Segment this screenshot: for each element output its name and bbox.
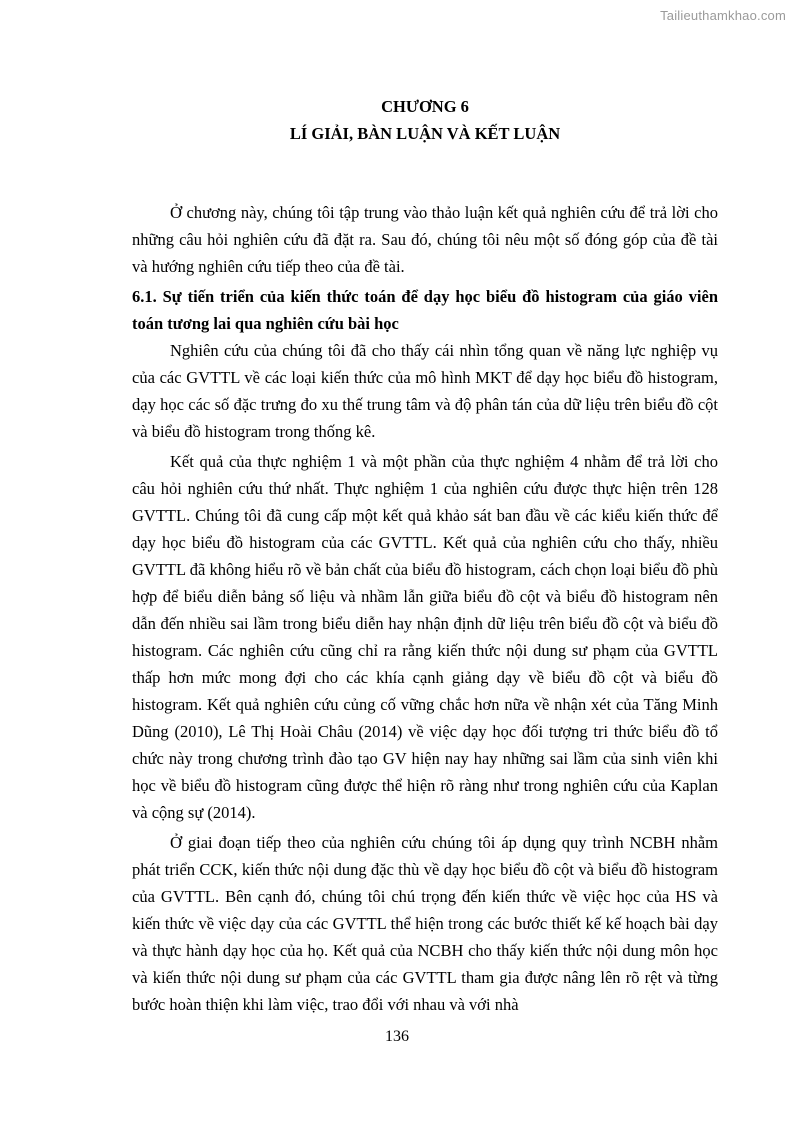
paragraph: Kết quả của thực nghiệm 1 và một phần của thực nghiệm 4 nhằm để trả lời cho câu hỏi nghiên cứu thứ nhất. Thực nghiệm 1 của nghiên cứu được thực hiện trên 128 GVTTL. Chúng tôi đã cung cấp một kết quả khảo sát ban đầu về các kiểu kiến thức để dạy học biểu đồ histogram của các GVTTL. Kết quả của nghiên cứu cho thấy, nhiều GVTTL đã không hiểu rõ về bản chất của biểu đồ histogram, cách chọn loại biểu đồ phù hợp để biểu diễn bảng số liệu và nhầm lẫn giữa biểu đồ cột và biểu đồ histogram nên dẫn đến nhiều sai lầm trong biểu diễn hay nhận định dữ liệu trên biểu đồ cột và biểu đồ histogram. Các nghiên cứu cũng chỉ ra rằng kiến thức nội dung sư phạm của GVTTL thấp hơn mức mong đợi cho các khía cạnh giảng dạy về biểu đồ cột và biểu đồ histogram. Kết quả nghiên cứu củng cố vững chắc hơn nữa về nhận xét của Tăng Minh Dũng (2010), Lê Thị Hoài Châu (2014) về việc dạy học đối tượng tri thức biểu đồ tổ chức này trong chương trình đào tạo GV hiện nay hay những sai lầm của sinh viên khi học về biểu đồ histogram cũng được thể hiện rõ ràng như trong nghiên cứu của Kaplan và cộng sự (2014). — [132, 452, 718, 822]
body-text — [132, 199, 718, 1018]
paragraph: Ở giai đoạn tiếp theo của nghiên cứu chúng tôi áp dụng quy trình NCBH nhằm phát triển CCK, kiến thức nội dung đặc thù về dạy học biểu đồ cột và biểu đồ histogram của GVTTL. Bên cạnh đó, chúng tôi chú trọng đến kiến thức về việc học của HS và kiến thức về việc dạy của các GVTTL thể hiện trong các bước thiết kế kế hoạch bài dạy và thực hành dạy học của họ. Kết quả của NCBH cho thấy kiến thức nội dung môn học và kiến thức nội dung sư phạm của các GVTTL tham gia được nâng lên rõ rệt và từng bước hoàn thiện khi làm việc, trao đổi với nhau và với nhà — [132, 833, 718, 1014]
watermark: Tailieuthamkhao.com — [660, 8, 786, 23]
chapter-title: LÍ GIẢI, BÀN LUẬN VÀ KẾT LUẬN — [289, 124, 561, 143]
page-number: 136 — [385, 1028, 409, 1045]
paragraph: Nghiên cứu của chúng tôi đã cho thấy cái nhìn tổng quan về năng lực nghiệp vụ của các GVTTL về các loại kiến thức của mô hình MKT để dạy học biểu đồ histogram, dạy học các số đặc trưng đo xu thế trung tâm và độ phân tán của dữ liệu trên biểu đồ cột và biểu đồ histogram trong thống kê. — [132, 341, 718, 441]
chapter-number: CHƯƠNG 6 — [381, 97, 469, 116]
section-heading: 6.1. Sự tiến triển của kiến thức toán để dạy học biểu đồ histogram của giáo viên toán tương lai qua nghiên cứu bài học — [132, 287, 718, 333]
chapter-heading — [132, 93, 718, 147]
document-page — [132, 93, 718, 1018]
intro-paragraph: Ở chương này, chúng tôi tập trung vào thảo luận kết quả nghiên cứu để trả lời cho những câu hỏi nghiên cứu đã đặt ra. Sau đó, chúng tôi nêu một số đóng góp của đề tài và hướng nghiên cứu tiếp theo của đề tài. — [132, 203, 718, 276]
